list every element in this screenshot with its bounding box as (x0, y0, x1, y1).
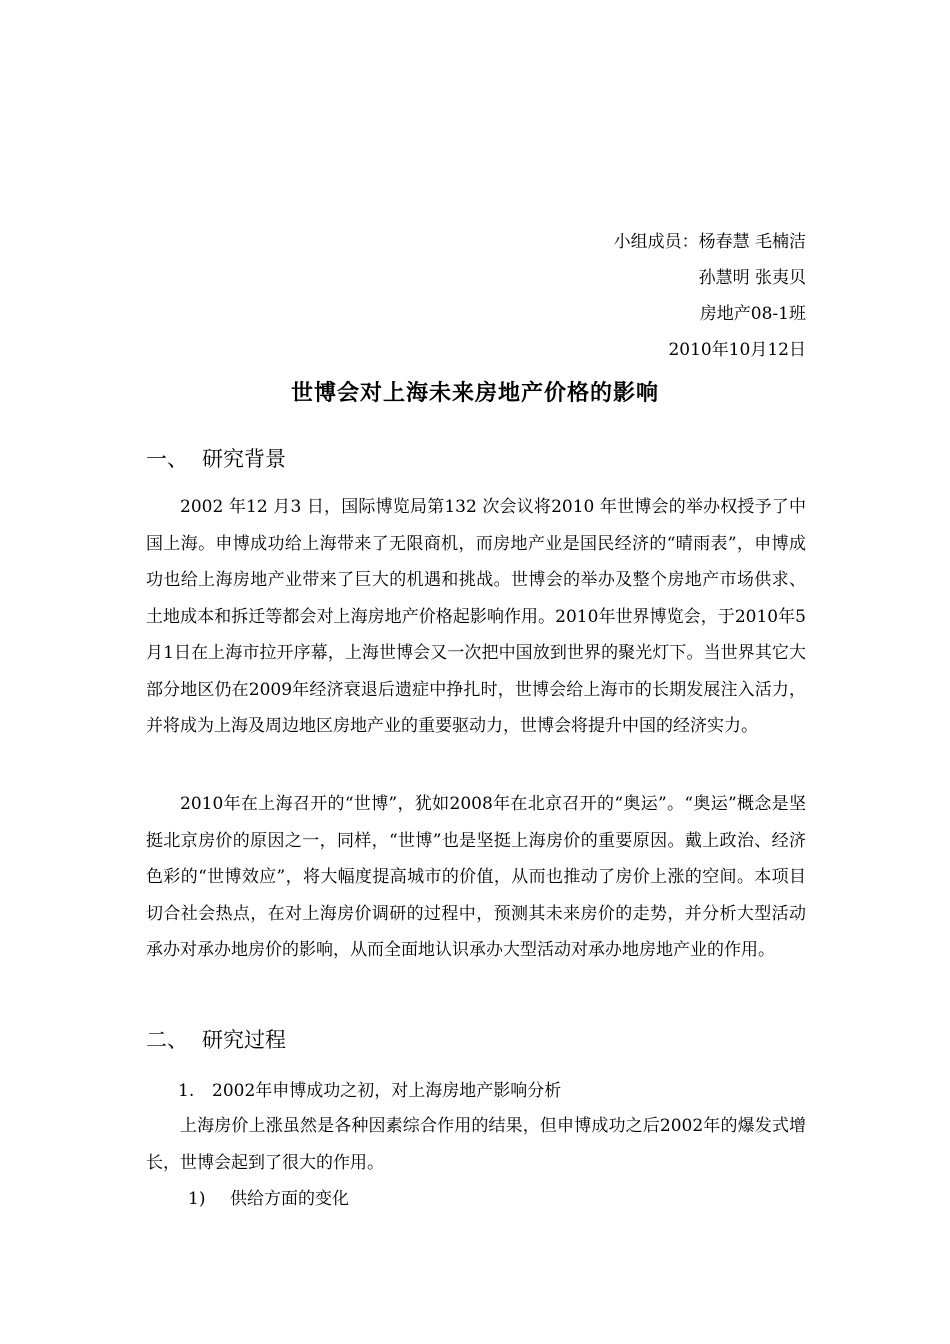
section-1-title: 研究背景 (202, 447, 286, 471)
section-2-number: 二、 (146, 1028, 188, 1052)
document-date: 2010年10月12日 (668, 340, 806, 360)
class-name: 房地产08-1班 (699, 304, 806, 324)
section-1-number: 一、 (146, 447, 188, 471)
group-members-line: 小组成员：杨春慧 毛楠洁 (613, 232, 806, 252)
sub-subsection-1 (188, 1181, 349, 1217)
group-members-line-2: 孙慧明 张夷贝 (698, 268, 806, 288)
subsection-1-title: 2002年申博成功之初，对上海房地产影响分析 (212, 1081, 562, 1101)
section-1-heading (146, 441, 286, 477)
section-2-title: 研究过程 (202, 1028, 286, 1052)
section-1-paragraph-2: 2010年在上海召开的“世博”，犹如2008年在北京召开的“奥运”。“奥运”概念是坚挺北京房价的原因之一，同样，“世博”也是坚挺上海房价的重要原因。戴上政治、经济色彩的“世博效应”，将大幅度提高城市的价值，从而也推动了房价上涨的空间。本项目切合社会热点，在对上海房价调研的过程中，预测其未来房价的走势，并分析大型活动承办对承办地房价的影响，从而全面地认识承办大型活动对承办地房地产业的作用。 (146, 794, 806, 960)
document-title: 世博会对上海未来房地产价格的影响 (290, 381, 659, 406)
section-2-heading (146, 1022, 286, 1058)
section-1-paragraph-1: 2002 年12 月3 日，国际博览局第132 次会议将2010 年世博会的举办权授予了中国上海。申博成功给上海带来了无限商机，而房地产业是国民经济的“晴雨表”，申博成功也给上海房地产业带来了巨大的机遇和挑战。世博会的举办及整个房地产市场供求、土地成本和拆迁等都会对上海房地产价格起影响作用。2010年世界博览会，于2010年5月1日在上海市拉开序幕，上海世博会又一次把中国放到世界的聚光灯下。当世界其它大部分地区仍在2009年经济衰退后遗症中挣扎时，世博会给上海市的长期发展注入活力，并将成为上海及周边地区房地产业的重要驱动力，世博会将提升中国的经济实力。 (146, 497, 806, 736)
section-2-paragraph-1: 上海房价上涨虽然是各种因素综合作用的结果，但申博成功之后2002年的爆发式增长，世博会起到了很大的作用。 (146, 1116, 806, 1173)
subsection-1 (178, 1073, 561, 1109)
subsection-1-number: 1. (178, 1081, 195, 1101)
author-block (614, 224, 806, 368)
sub-subsection-1-title: 供给方面的变化 (230, 1189, 349, 1209)
sub-subsection-1-number: 1) (188, 1189, 206, 1209)
